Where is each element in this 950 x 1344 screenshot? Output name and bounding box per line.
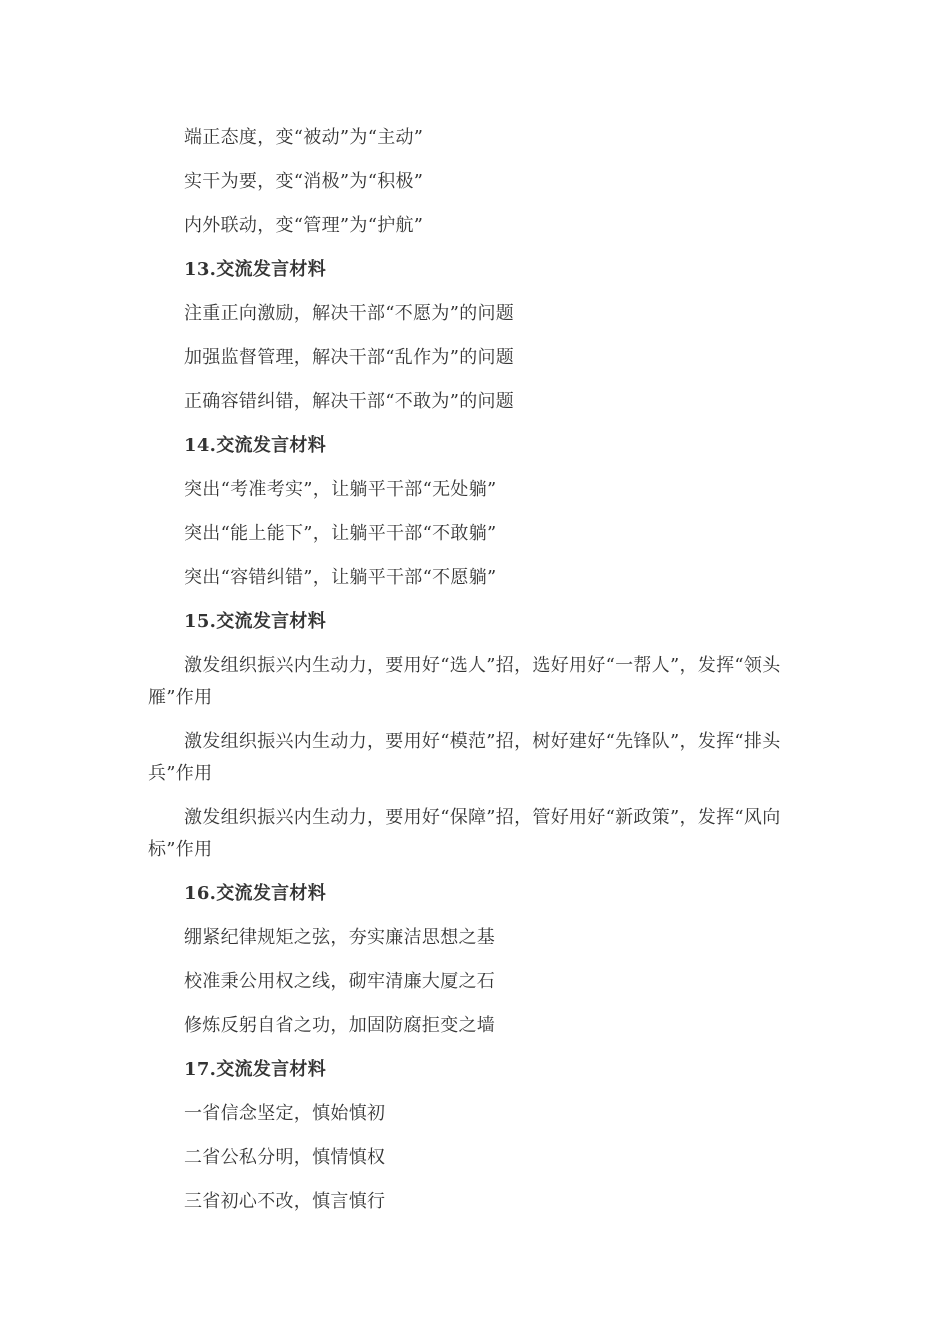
paragraph: 三省初心不改，慎言慎行 <box>184 1191 386 1212</box>
paragraph: 校准秉公用权之线，砌牢清廉大厦之石 <box>184 971 496 992</box>
paragraph: 绷紧纪律规矩之弦，夯实廉洁思想之基 <box>184 927 496 948</box>
paragraph: 激发组织振兴内生动力，要用好“保障”招，管好用好“新政策”，发挥“风向标”作用 <box>148 807 781 860</box>
section-heading: 16.交流发言材料 <box>184 883 327 904</box>
paragraph: 正确容错纠错，解决干部“不敢为”的问题 <box>184 391 515 412</box>
paragraph: 二省公私分明，慎情慎权 <box>184 1147 386 1168</box>
paragraph: 突出“考准考实”，让躺平干部“无处躺” <box>184 479 497 500</box>
section-heading: 13.交流发言材料 <box>184 259 327 280</box>
paragraph: 激发组织振兴内生动力，要用好“选人”招，选好用好“一帮人”，发挥“领头雁”作用 <box>148 655 781 708</box>
document-body <box>148 122 798 1230</box>
paragraph: 内外联动，变“管理”为“护航” <box>184 215 424 236</box>
paragraph: 实干为要，变“消极”为“积极” <box>184 171 424 192</box>
paragraph: 突出“能上能下”，让躺平干部“不敢躺” <box>184 523 497 544</box>
paragraph: 突出“容错纠错”，让躺平干部“不愿躺” <box>184 567 497 588</box>
section-heading: 15.交流发言材料 <box>184 611 327 632</box>
paragraph: 一省信念坚定，慎始慎初 <box>184 1103 386 1124</box>
paragraph: 修炼反躬自省之功，加固防腐拒变之墙 <box>184 1015 496 1036</box>
paragraph: 激发组织振兴内生动力，要用好“模范”招，树好建好“先锋队”，发挥“排头兵”作用 <box>148 731 781 784</box>
paragraph: 注重正向激励，解决干部“不愿为”的问题 <box>184 303 515 324</box>
section-heading: 17.交流发言材料 <box>184 1059 327 1080</box>
paragraph: 端正态度，变“被动”为“主动” <box>184 127 424 148</box>
section-heading: 14.交流发言材料 <box>184 435 327 456</box>
paragraph: 加强监督管理，解决干部“乱作为”的问题 <box>184 347 515 368</box>
